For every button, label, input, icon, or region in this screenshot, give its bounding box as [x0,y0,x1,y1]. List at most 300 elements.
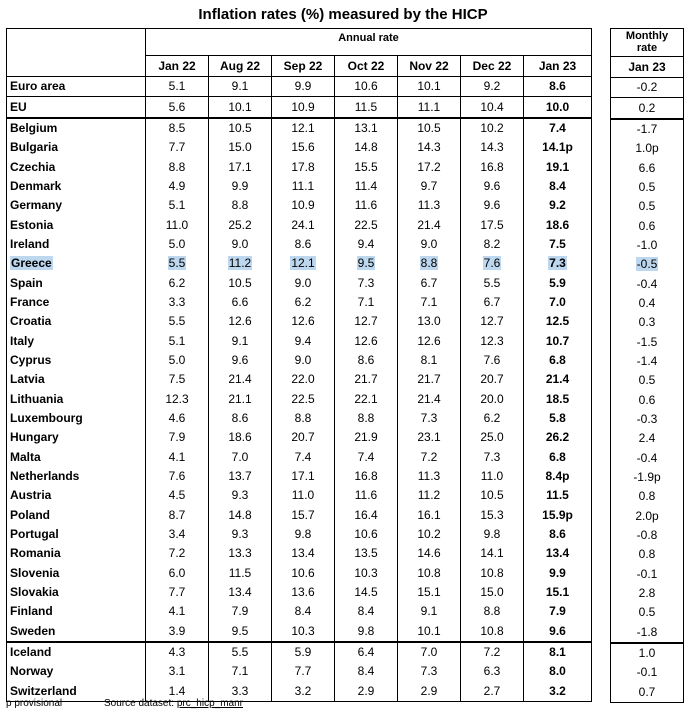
value-cell [398,428,461,447]
country-name: EU [10,99,27,114]
value-cell [398,196,461,215]
value-cell [524,448,592,467]
monthly-value-text: 0.5 [638,179,656,194]
monthly-value-text: -0.4 [636,276,658,291]
value-cell [209,642,272,662]
value-text: 5.5 [483,275,501,290]
table-row [7,682,592,702]
value-text: 6.3 [483,664,501,679]
value-text: 13.4 [545,546,570,561]
value-cell [524,370,592,389]
value-text: 14.1p [542,140,573,155]
value-cell [209,428,272,447]
value-cell [398,293,461,312]
country-cell [7,177,146,196]
value-cell [335,97,398,118]
monthly-value-cell [611,371,684,390]
value-cell [209,602,272,621]
value-cell [461,506,524,525]
table-row [611,197,684,216]
value-cell [209,293,272,312]
value-cell [461,254,524,273]
value-cell [335,293,398,312]
value-cell [146,312,209,331]
value-cell [272,331,335,350]
country-name: France [10,294,50,309]
value-text: 10.1 [417,623,441,638]
value-cell [524,390,592,409]
value-cell [272,196,335,215]
value-text: 21.7 [354,372,378,387]
value-text: 8.6 [294,236,312,251]
value-cell [209,662,272,681]
value-text: 12.6 [417,333,441,348]
source-note [104,698,243,709]
value-text: 11.2 [417,488,441,503]
value-text: 10.8 [480,623,504,638]
value-cell [272,157,335,176]
value-text: 10.7 [545,333,570,348]
value-text: 17.1 [228,159,252,174]
value-text: 21.4 [228,372,252,387]
value-cell [461,390,524,409]
monthly-value-cell [611,78,684,98]
value-text: 23.1 [417,430,441,445]
country-name: Croatia [10,314,52,329]
value-text: 11.4 [354,178,378,193]
value-cell [335,235,398,254]
value-text: 14.8 [354,140,378,155]
value-text: 25.0 [480,430,504,445]
value-cell [146,157,209,176]
table-row [7,662,592,681]
value-text: 7.2 [420,449,438,464]
value-text: 10.5 [228,120,252,135]
value-cell [398,177,461,196]
value-text: 13.7 [228,469,252,484]
value-text: 5.6 [168,99,186,114]
country-cell [7,254,146,273]
country-name: Malta [10,449,41,464]
value-cell [335,448,398,467]
column-header: Dec 22 [461,56,524,77]
value-cell [272,486,335,505]
value-cell [209,467,272,486]
value-cell [524,486,592,505]
value-cell [461,583,524,602]
value-cell [524,525,592,544]
value-cell [398,583,461,602]
value-cell [524,77,592,97]
monthly-value-cell [611,216,684,235]
value-text: 18.6 [545,217,570,232]
value-cell [461,118,524,138]
table-row [7,235,592,254]
value-cell [209,564,272,583]
value-text: 9.5 [357,256,375,271]
value-text: 12.6 [228,314,252,329]
value-cell [398,602,461,621]
value-text: 14.3 [480,140,504,155]
value-text: 12.6 [354,333,378,348]
value-text: 9.0 [294,275,312,290]
monthly-value-cell [611,178,684,197]
monthly-value-text: -0.2 [636,80,658,95]
table-row [611,526,684,545]
value-text: 9.1 [231,79,249,94]
value-cell [272,215,335,234]
value-cell [461,77,524,97]
value-cell [398,351,461,370]
value-text: 11.1 [291,178,315,193]
table-row [611,178,684,197]
value-text: 7.4 [357,449,375,464]
value-cell [209,370,272,389]
value-cell [524,467,592,486]
value-text: 9.8 [357,623,375,638]
value-text: 8.6 [357,352,375,367]
value-cell [272,428,335,447]
value-text: 6.7 [483,294,501,309]
value-text: 9.6 [483,198,501,213]
country-name: Cyprus [10,352,52,367]
value-text: 12.3 [480,333,504,348]
country-name: Romania [10,546,61,561]
country-cell [7,642,146,662]
monthly-value-cell [611,332,684,351]
value-cell [398,486,461,505]
monthly-value-cell [611,603,684,622]
value-text: 2.7 [483,683,501,698]
monthly-value-cell [611,391,684,410]
header-corner [7,29,146,56]
monthly-value-cell [611,565,684,584]
country-cell [7,602,146,621]
value-cell [461,312,524,331]
value-cell [146,602,209,621]
monthly-value-text: 0.3 [638,315,656,330]
value-text: 11.5 [354,99,378,114]
value-cell [272,602,335,621]
value-cell [209,273,272,292]
value-cell [398,506,461,525]
value-text: 7.2 [483,645,501,660]
monthly-rate-header: Monthly rate [611,29,684,57]
column-header: Nov 22 [398,56,461,77]
value-cell [146,215,209,234]
value-cell [272,409,335,428]
value-text: 14.3 [417,140,441,155]
monthly-value-text: 0.4 [638,295,656,310]
table-row [611,391,684,410]
value-text: 8.6 [549,79,566,94]
value-text: 11.5 [228,565,252,580]
value-text: 13.6 [291,585,315,600]
table-row [611,313,684,332]
value-cell [398,390,461,409]
value-text: 16.4 [354,507,378,522]
value-cell [461,642,524,662]
country-cell [7,215,146,234]
value-text: 9.1 [420,604,438,619]
table-row [7,312,592,331]
value-cell [146,293,209,312]
monthly-column-header: Jan 23 [611,57,684,78]
value-cell [335,525,398,544]
value-text: 20.7 [291,430,315,445]
country-name: Sweden [10,623,56,638]
value-cell [146,428,209,447]
value-cell [146,544,209,563]
value-text: 21.4 [417,391,441,406]
value-cell [398,544,461,563]
value-text: 7.4 [549,120,566,135]
value-text: 6.7 [420,275,438,290]
value-text: 10.9 [291,198,315,213]
value-cell [335,682,398,702]
value-text: 21.1 [228,391,252,406]
table-row [7,409,592,428]
table-row [611,643,684,663]
table-row [7,642,592,662]
value-text: 22.5 [291,391,315,406]
country-cell [7,312,146,331]
value-cell [335,273,398,292]
value-cell [272,254,335,273]
value-cell [209,506,272,525]
monthly-value-text: -0.1 [636,665,658,680]
value-cell [335,642,398,662]
value-cell [524,544,592,563]
monthly-value-text: -1.9p [633,470,661,485]
country-name: Luxembourg [10,411,83,426]
value-text: 7.5 [549,236,566,251]
monthly-value-text: 2.8 [638,586,656,601]
value-text: 6.2 [483,411,501,426]
value-text: 11.0 [291,488,315,503]
value-text: 14.8 [228,507,252,522]
monthly-value-cell [611,98,684,119]
value-cell [335,583,398,602]
table-row [611,663,684,682]
value-cell [146,525,209,544]
value-cell [461,273,524,292]
monthly-value-text: 0.8 [638,489,656,504]
value-cell [461,602,524,621]
country-name: Ireland [10,236,50,251]
country-name: Slovakia [10,585,59,600]
value-text: 10.6 [354,527,378,542]
value-cell [146,486,209,505]
table-row [7,622,592,642]
value-cell [146,351,209,370]
value-text: 8.1 [420,352,438,367]
value-cell [398,467,461,486]
value-text: 9.9 [549,565,566,580]
value-text: 10.8 [417,565,441,580]
source-dataset-link[interactable]: prc_hicp_manr [176,698,243,709]
value-cell [335,254,398,273]
table-row [7,118,592,138]
value-cell [209,390,272,409]
value-text: 25.2 [228,217,252,232]
value-cell [146,467,209,486]
value-cell [335,331,398,350]
value-cell [146,273,209,292]
value-cell [398,215,461,234]
value-cell [398,662,461,681]
country-name: Iceland [10,645,52,660]
value-cell [209,177,272,196]
value-text: 7.2 [168,546,186,561]
value-cell [461,177,524,196]
table-row [611,294,684,313]
value-text: 9.0 [231,236,249,251]
country-name: Poland [10,507,51,522]
value-text: 7.0 [549,294,566,309]
table-row [611,565,684,584]
value-text: 8.8 [420,256,438,271]
value-text: 9.2 [549,198,566,213]
monthly-value-text: -0.5 [636,257,658,272]
country-cell [7,118,146,138]
monthly-value-cell [611,197,684,216]
table-row [7,196,592,215]
country-cell [7,428,146,447]
value-cell [524,409,592,428]
table-row [7,544,592,563]
monthly-value-text: -0.1 [636,566,658,581]
monthly-value-text: 1.0 [638,646,656,661]
value-text: 7.3 [483,449,501,464]
value-cell [146,370,209,389]
value-text: 9.6 [549,623,566,638]
value-text: 4.3 [168,645,186,660]
value-text: 9.7 [420,178,438,193]
value-cell [398,525,461,544]
value-text: 8.6 [231,411,249,426]
value-cell [209,409,272,428]
value-text: 7.3 [357,275,375,290]
value-text: 7.1 [357,294,375,309]
value-cell [209,331,272,350]
table-row [611,158,684,177]
country-name: Estonia [10,217,54,232]
value-text: 8.2 [483,236,501,251]
value-cell [272,118,335,138]
table-row [611,78,684,98]
table-row [611,487,684,506]
table-row [7,351,592,370]
monthly-value-cell [611,643,684,663]
monthly-value-text: 1.0p [635,141,659,156]
value-cell [272,544,335,563]
monthly-value-cell [611,274,684,293]
value-text: 6.4 [357,645,375,660]
monthly-value-text: -1.8 [636,624,658,639]
value-cell [335,118,398,138]
value-text: 10.1 [417,79,441,94]
country-cell [7,544,146,563]
value-cell [524,351,592,370]
monthly-value-text: -0.3 [636,412,658,427]
value-text: 11.2 [228,256,252,271]
value-cell [272,138,335,157]
value-cell [524,622,592,642]
value-text: 8.6 [549,527,566,542]
value-cell [272,525,335,544]
value-text: 7.0 [231,449,249,464]
value-text: 9.1 [231,333,249,348]
value-text: 10.6 [354,79,378,94]
value-cell [146,331,209,350]
value-text: 6.8 [549,352,566,367]
value-cell [461,157,524,176]
value-text: 4.1 [168,604,186,619]
value-cell [398,77,461,97]
value-text: 12.3 [165,391,189,406]
value-cell [272,662,335,681]
value-text: 12.5 [545,314,570,329]
value-text: 9.3 [231,527,249,542]
value-text: 10.2 [417,527,441,542]
value-cell [335,157,398,176]
value-cell [335,506,398,525]
table-row [611,371,684,390]
table-row [7,77,592,97]
country-name: Belgium [10,120,58,135]
country-cell [7,583,146,602]
value-text: 10.6 [291,565,315,580]
value-cell [398,642,461,662]
monthly-value-text: 0.5 [638,199,656,214]
value-cell [335,138,398,157]
footnote-provisional: p provisional [6,698,63,709]
value-text: 7.0 [420,645,438,660]
value-text: 9.6 [483,178,501,193]
monthly-value-text: 0.5 [638,373,656,388]
monthly-value-cell [611,294,684,313]
value-cell [209,157,272,176]
value-cell [524,682,592,702]
value-text: 16.8 [354,469,378,484]
value-text: 8.4p [545,469,570,484]
value-text: 4.5 [168,488,186,503]
value-text: 8.4 [357,604,375,619]
table-row [7,506,592,525]
country-cell [7,273,146,292]
value-text: 3.9 [168,623,186,638]
value-text: 5.9 [549,275,566,290]
value-cell [398,254,461,273]
value-cell [209,138,272,157]
value-text: 7.4 [294,449,312,464]
value-cell [209,544,272,563]
value-cell [461,622,524,642]
value-text: 18.6 [228,430,252,445]
value-cell [335,622,398,642]
value-cell [524,235,592,254]
monthly-value-cell [611,487,684,506]
value-text: 6.8 [549,449,566,464]
value-text: 1.4 [168,683,186,698]
monthly-value-cell [611,255,684,274]
monthly-value-cell [611,545,684,564]
value-cell [146,583,209,602]
column-header: Oct 22 [335,56,398,77]
value-cell [524,583,592,602]
value-cell [335,409,398,428]
